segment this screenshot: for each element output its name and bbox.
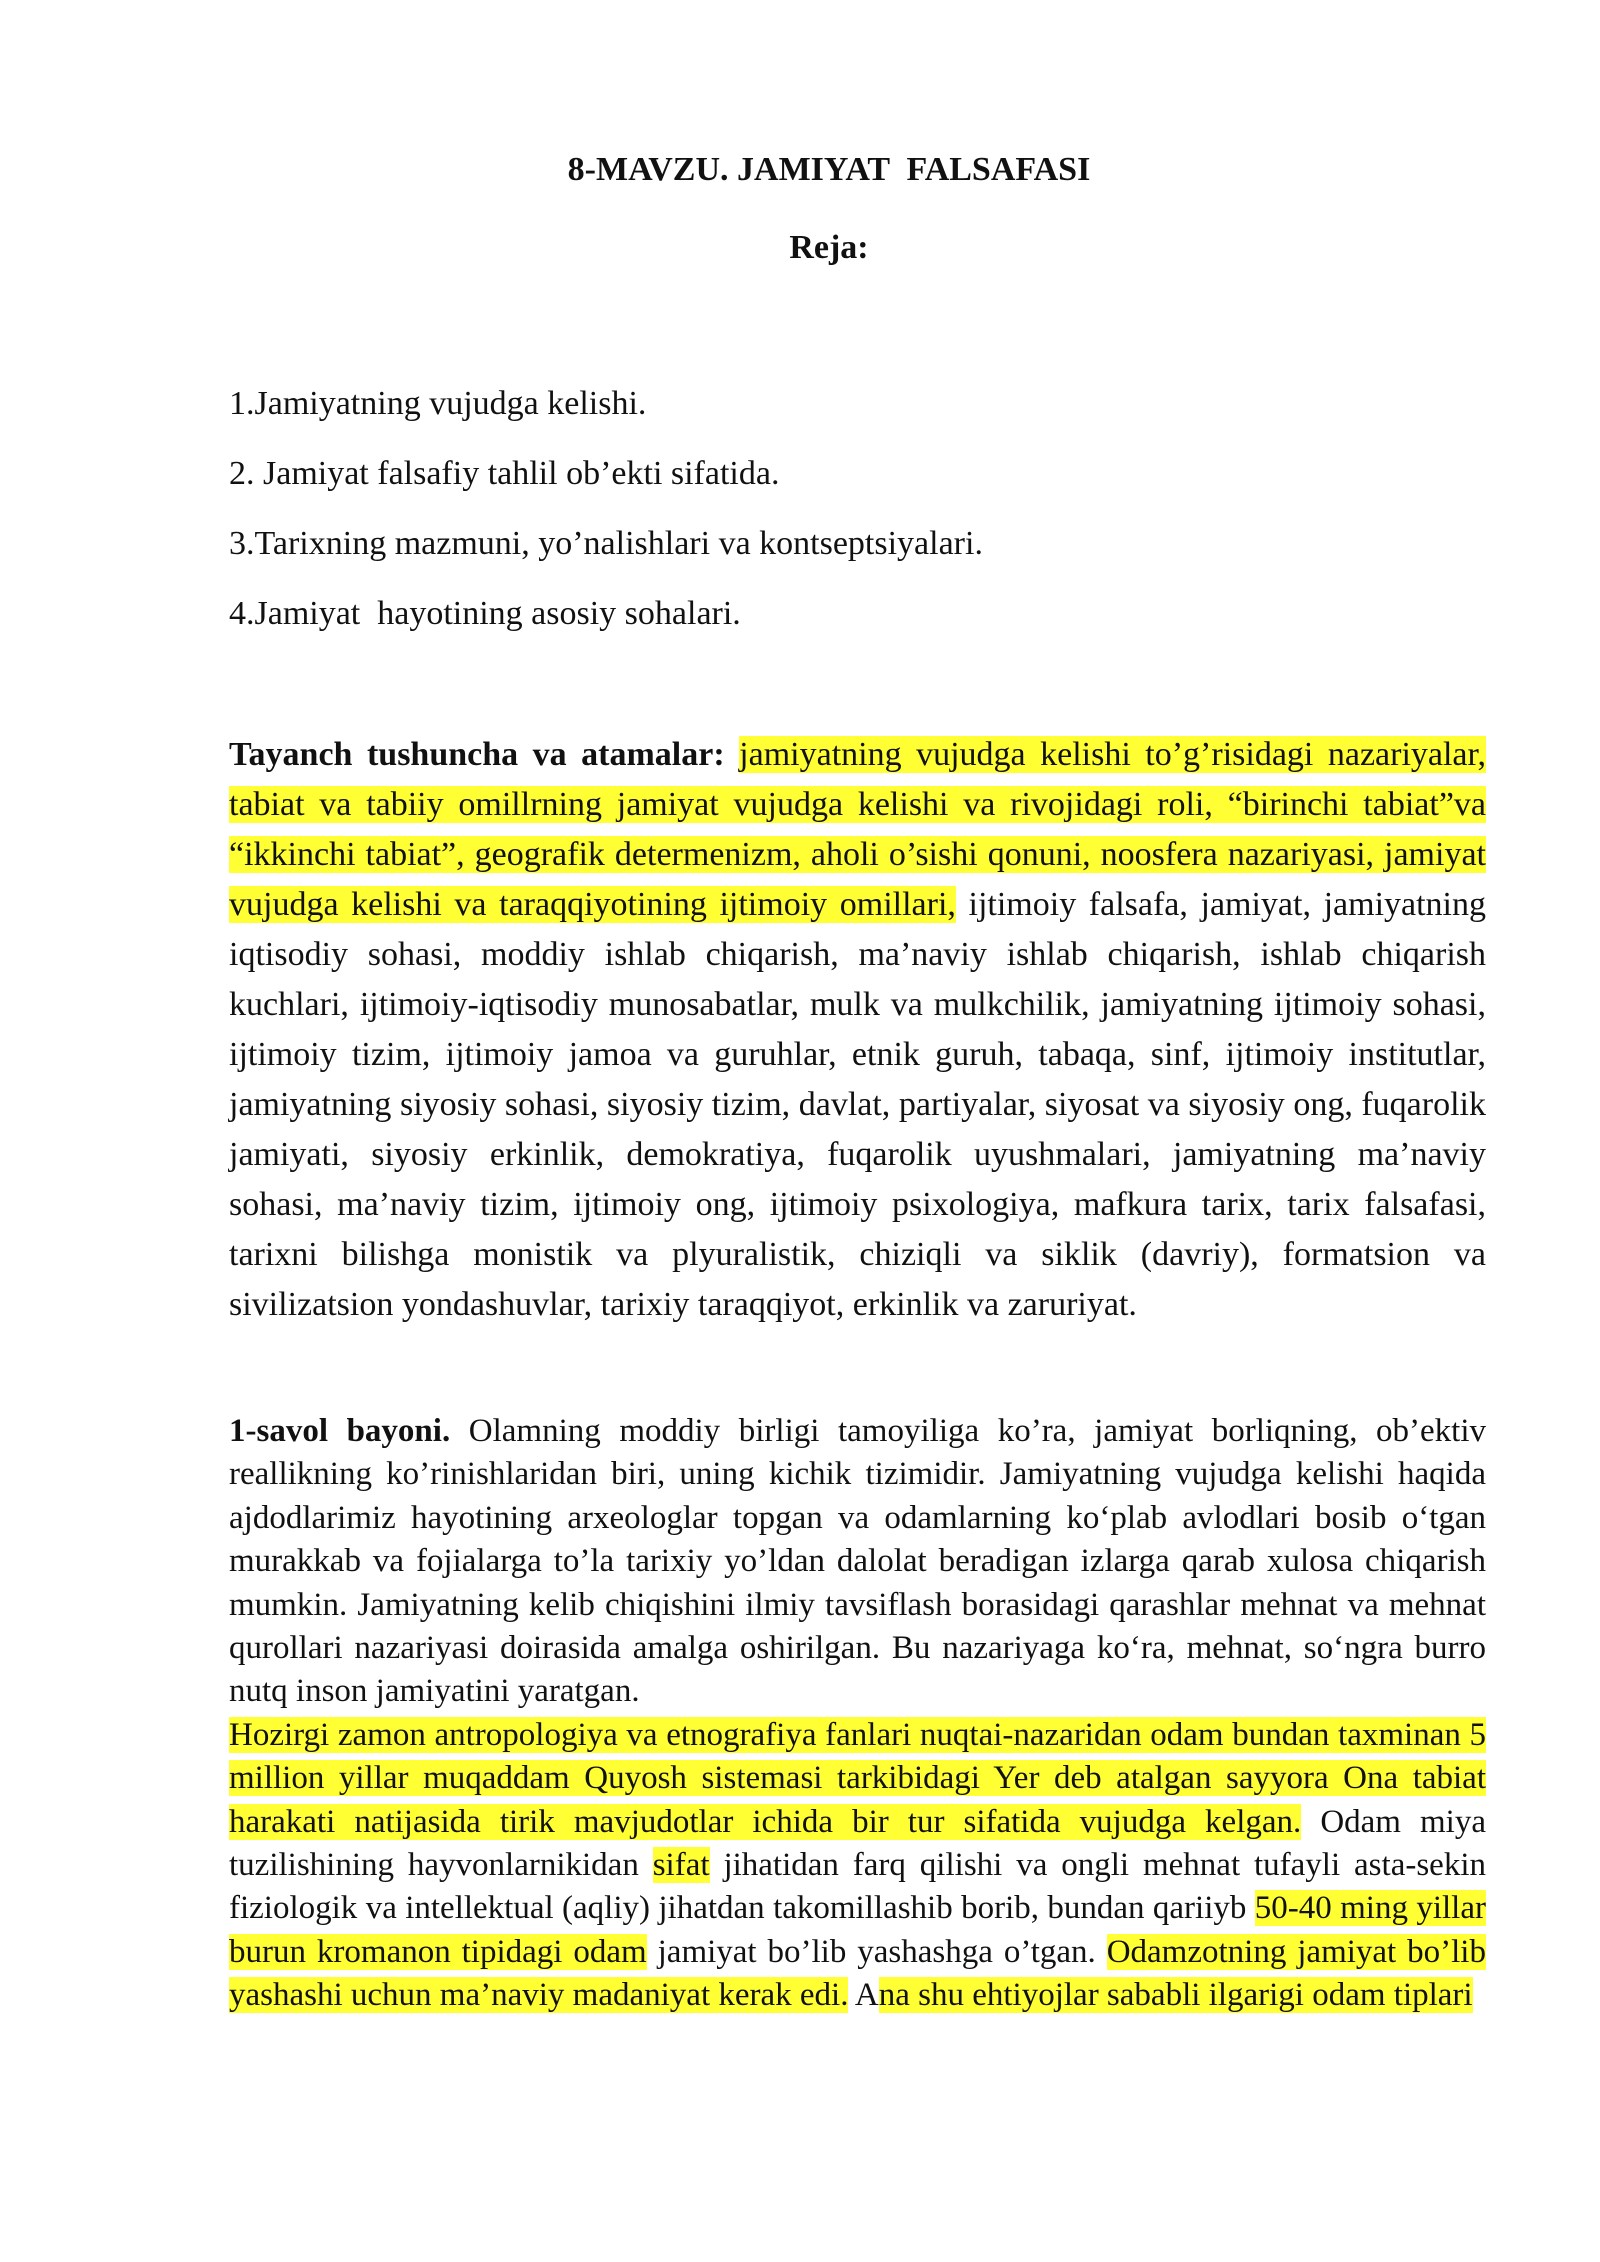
plan-heading: Reja: <box>789 229 869 266</box>
question1-label: 1-savol bayoni. <box>229 1413 451 1449</box>
keywords-highlighted: jamiyatning vujudga kelishi to’g’risidagi nazariyalar, tabiat va tabiiy omillrning jamiyat vujudga kelishi va rivojidagi roli, “birinchi tabiat”va “ikkinchi tabiat”, geografik determenizm, aholi o’sishi qonuni, noosfera nazariyasi, jamiyat vujudga kelishi va taraqqiyotining ijtimoiy omillari, <box>229 736 1486 923</box>
question1-text: A <box>848 1977 879 2014</box>
question1-text: Odam miya tuzilishining hayvonlarnikidan <box>229 1803 1487 1884</box>
keywords-label: Tayanch tushuncha va atamalar: <box>229 736 725 773</box>
question1-highlight: 50-40 ming yillar burun kromanon tipidagi odam <box>229 1890 1486 1970</box>
question1-paragraph <box>229 1410 1486 2018</box>
plan-item: 3.Tarixning mazmuni, yo’nalishlari va kontseptsiyalari. <box>229 525 983 562</box>
question1-highlight: Hozirgi zamon antropologiya va etnografiya fanlari nuqtai-nazaridan odam bundan taxminan 5 million yillar muqaddam Quyosh sistemasi tarkibidagi Yer deb atalgan sayyora Ona tabiat harakati natijasida tirik mavjudotlar ichida bir tur sifatida vujudga kelgan. <box>229 1716 1486 1840</box>
keywords-paragraph <box>229 730 1486 1330</box>
document-title: 8-MAVZU. JAMIYAT FALSAFASI <box>567 151 1091 188</box>
question1-highlight: Odamzotning jamiyat bo’lib yashashi uchun ma’naviy madaniyat kerak edi. <box>229 1933 1486 2014</box>
question1-highlight: na shu ehtiyojlar sababli ilgarigi odam tiplari <box>878 1977 1473 2014</box>
plan-item: 4.Jamiyat hayotining asosiy sohalari. <box>229 595 741 632</box>
keywords-rest: ijtimoiy falsafa, jamiyat, jamiyatning iqtisodiy sohasi, moddiy ishlab chiqarish, ma’naviy ishlab chiqarish, ishlab chiqarish kuchlari, ijtimoiy-iqtisodiy munosabatlar, mulk va mulkchilik, jamiyatning ijtimoiy sohasi, ijtimoiy tizim, ijtimoiy jamoa va guruhlar, etnik guruh, tabaqa, sinf, ijtimoiy institutlar, jamiyatning siyosiy sohasi, siyosiy tizim, davlat, partiyalar, siyosat va siyosiy ong, fuqarolik jamiyati, siyosiy erkinlik, demokratiya, fuqarolik uyushmalari, jamiyatning ma’naviy sohasi, ma’naviy tizim, ijtimoiy ong, ijtimoiy psixologiya, mafkura tarix, tarix falsafasi, tarixni bilishga monistik va plyuralistik, chiziqli va siklik (davriy), formatsion va sivilizatsion yondashuvlar, tarixiy taraqqiyot, erkinlik va zaruriyat. <box>229 886 1486 1323</box>
question1-text: Olamning moddiy birligi tamoyiliga ko’ra, jamiyat borliqning, ob’ektiv reallikning ko’rinishlaridan biri, uning kichik tizimidir. Jamiyatning vujudga kelishi haqida ajdodlarimiz hayotining arxeologlar topgan va odamlarning ko‘plab avlodlari bosib o‘tgan murakkab va fojialarga to’la tarixiy yo’ldan dalolat beradigan izlarga qarab xulosa chiqarish mumkin. Jamiyatning kelib chiqishini ilmiy tavsiflash borasidagi qarashlar mehnat va mehnat qurollari nazariyasi doirasida amalga oshirilgan. Bu nazariyaga ko‘ra, mehnat, so‘ngra burro nutq inson jamiyatini yaratgan. <box>229 1413 1486 1710</box>
plan-item: 1.Jamiyatning vujudga kelishi. <box>229 385 647 422</box>
question1-highlight: sifat <box>652 1847 710 1884</box>
plan-list <box>229 384 983 664</box>
question1-text: jihatidan farq qilishi va ongli mehnat tufayli asta-sekin fiziologik va intellektual (aqliy) jihatdan takomillashib borib, bundan qariiyb <box>229 1847 1486 1927</box>
question1-text: jamiyat bo’lib yashashga o’tgan. <box>646 1933 1107 1970</box>
plan-item: 2. Jamiyat falsafiy tahlil ob’ekti sifatida. <box>229 455 780 492</box>
